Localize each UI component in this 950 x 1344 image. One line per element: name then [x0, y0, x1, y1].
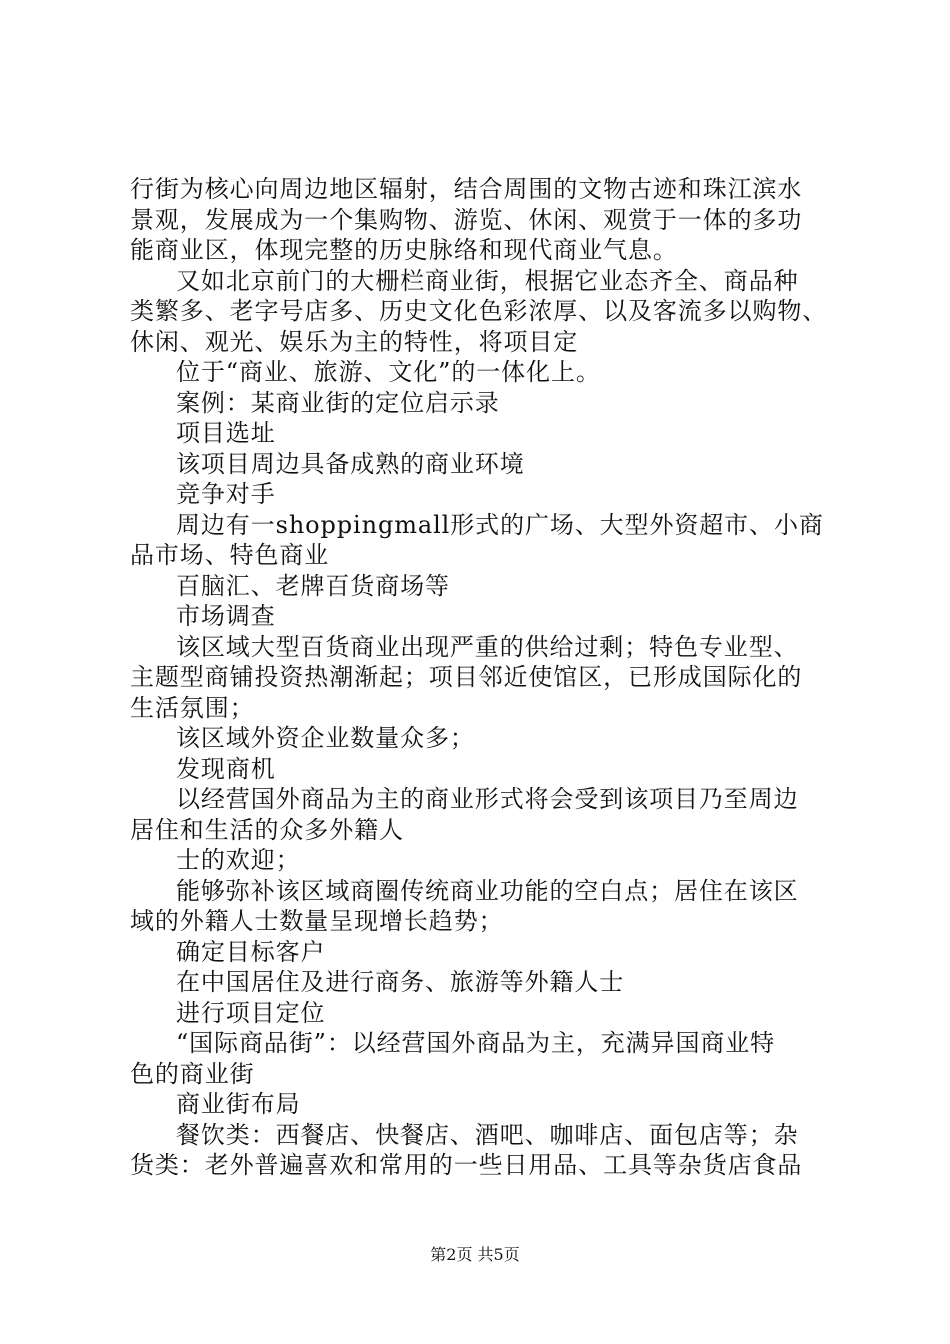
text-line: 品市场、特色商业: [130, 541, 330, 569]
text-line: 以经营国外商品为主的商业形式将会受到该项目乃至周边: [176, 785, 799, 813]
text-line: 居住和生活的众多外籍人: [130, 815, 404, 844]
text-line: 确定目标客户: [176, 937, 326, 966]
text-line: 生活氛围；: [130, 693, 255, 722]
text-line: 进行项目定位: [176, 998, 326, 1027]
text-line: 案例：某商业街的定位启示录: [176, 388, 500, 417]
text-line: “国际商品街”：以经营国外商品为主，充满异国商业特: [176, 1029, 776, 1057]
text-line: 类繁多、老字号店多、历史文化色彩浓厚、以及客流多以购物、: [130, 297, 828, 325]
text-line: 景观，发展成为一个集购物、游览、休闲、观赏于一体的多功: [130, 205, 803, 234]
text-line: 该区域外资企业数量众多；: [176, 724, 475, 752]
text-line: 能够弥补该区域商圈传统商业功能的空白点；居住在该区: [176, 876, 799, 905]
text-line: 商业街布局: [176, 1090, 301, 1118]
text-line: 主题型商铺投资热潮渐起；项目邻近使馆区，已形成国际化的: [130, 663, 803, 691]
text-line: 能商业区，体现完整的历史脉络和现代商业气息。: [130, 236, 678, 264]
text-line: 周边有一shoppingmall形式的广场、大型外资超市、小商: [176, 510, 824, 539]
text-line: 发现商机: [176, 754, 276, 783]
text-line: 市场调查: [176, 602, 276, 630]
text-line: 竞争对手: [176, 480, 276, 508]
text-line: 位于“商业、旅游、文化”的一体化上。: [176, 358, 601, 386]
text-line: 色的商业街: [130, 1059, 255, 1088]
text-line: 该区域大型百货商业出现严重的供给过剩；特色专业型、: [176, 632, 799, 661]
document-body: [130, 174, 830, 1181]
text-line: 休闲、观光、娱乐为主的特性，将项目定: [130, 327, 579, 356]
text-line: 项目选址: [176, 419, 276, 447]
text-line: 在中国居住及进行商务、旅游等外籍人士: [176, 968, 625, 996]
text-line: 行街为核心向周边地区辐射，结合周围的文物古迹和珠江滨水: [130, 175, 803, 203]
page-footer: 第2页 共5页: [430, 1245, 520, 1264]
text-line: 餐饮类：西餐店、快餐店、酒吧、咖啡店、面包店等；杂: [176, 1120, 799, 1149]
text-line: 货类：老外普遍喜欢和常用的一些日用品、工具等杂货店食品: [130, 1151, 803, 1179]
text-line: 士的欢迎；: [176, 846, 301, 874]
text-line: 该项目周边具备成熟的商业环境: [176, 449, 525, 478]
text-line: 百脑汇、老牌百货商场等: [176, 571, 450, 600]
text-line: 域的外籍人士数量呈现增长趋势；: [130, 907, 504, 935]
text-line: 又如北京前门的大栅栏商业街，根据它业态齐全、商品种: [176, 266, 799, 295]
